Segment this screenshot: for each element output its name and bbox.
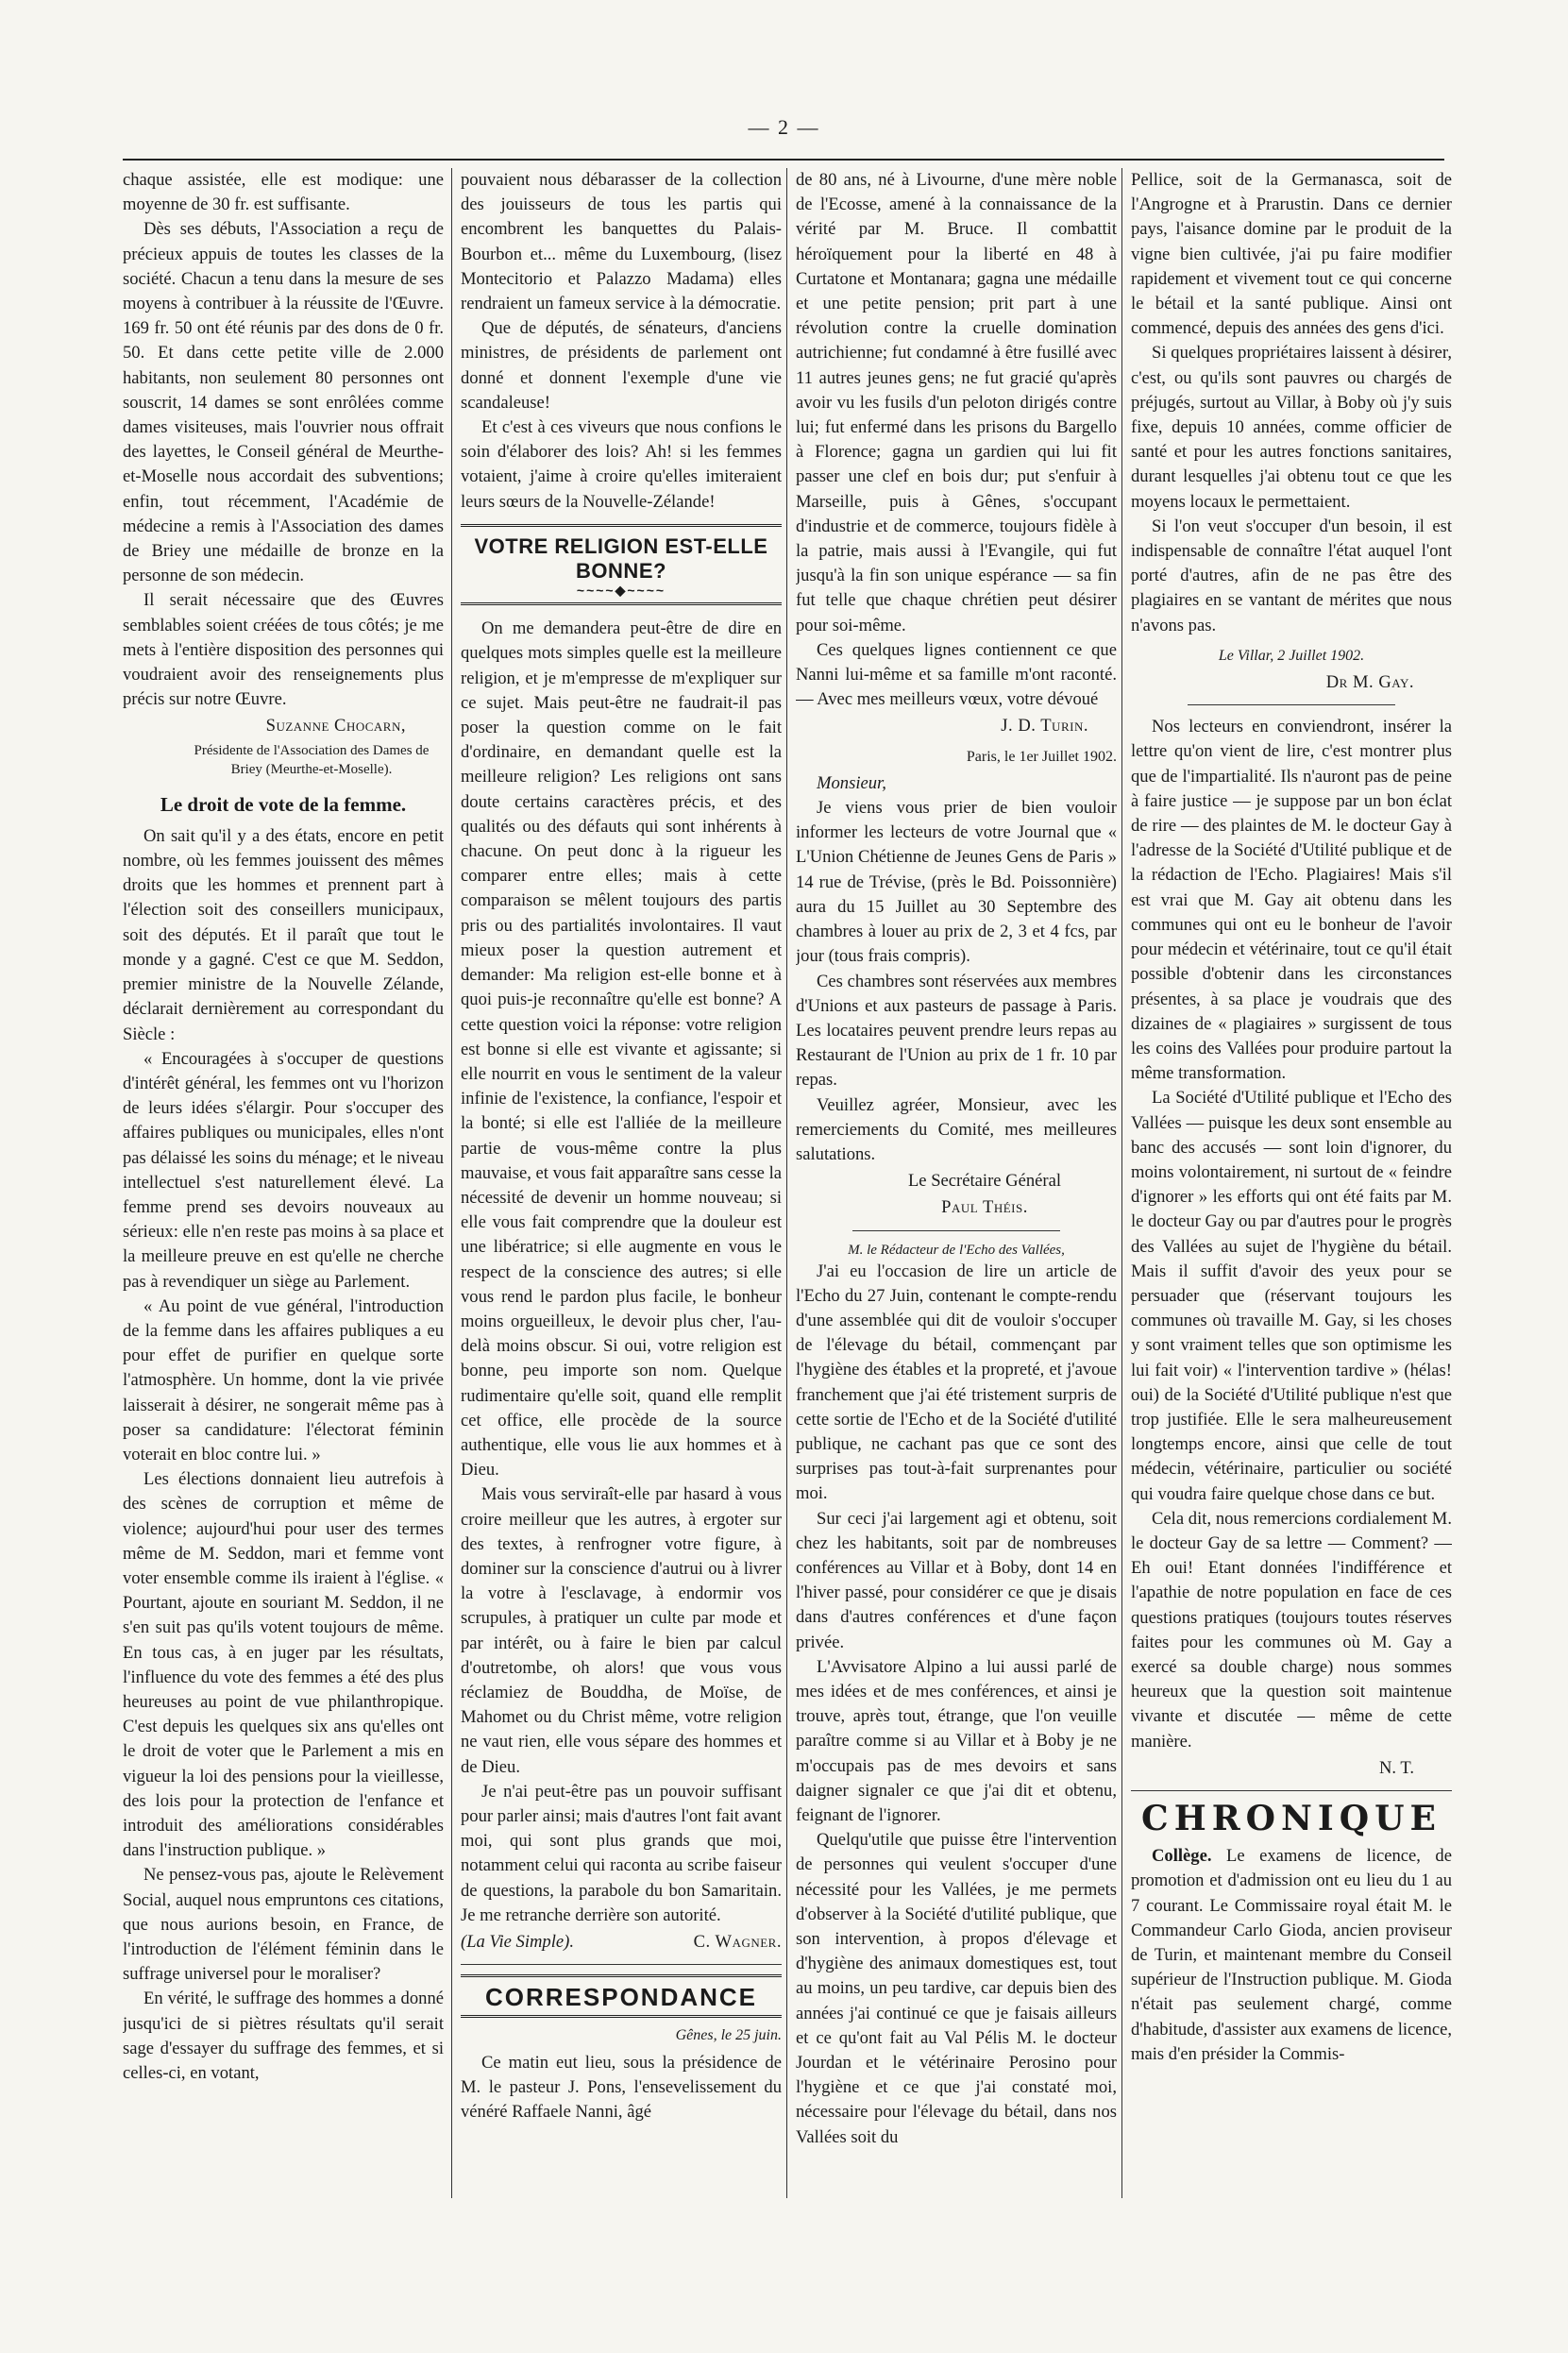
paragraph: Si l'on veut s'occuper d'un besoin, il est indispensable de connaître l'état auquel l'ont porté d'autres, afin de ne pas être des plagiaires en se vantant de mérites que nous n'avons pas. bbox=[1131, 516, 1452, 635]
paragraph: « Au point de vue général, l'introduction de la femme dans les affaires publiques a eu pour effet de purifier en quelque sorte l'atmosphère. Un homme, dont la vie privée laisserait à désirer, ne songerait même pas à poser sa candidature: l'électorat féminin voterait en bloc contre lui. » bbox=[123, 1295, 444, 1464]
article-heading: Le droit de vote de la femme. bbox=[160, 792, 407, 816]
paragraph: En vérité, le suffrage des hommes a donné jusqu'ici de si piètres résultats qu'il serait sage d'essayer du suffrage des femmes, et si celles-ci, en votant, bbox=[123, 1989, 444, 2084]
paragraph: Il serait nécessaire que des Œuvres semblables soient créées de tous côtés; je me mets à l'entière disposition des personnes qui voudraient avoir des renseignements plus précis sur notre Œuvre. bbox=[123, 590, 444, 710]
paragraph: Mais vous serviraît-elle par hasard à vous croire meilleur que les autres, à ergoter sur des textes, à renfrogner votre figure, à dominer sur la conscience d'autrui ou à livrer la votre à l'esclavage, à endormir vos scrupules, à pratiquer un culte par mode et par intérêt, ou à faire le bien par calcul d'outretombe, oh alors! que vous vous réclamiez de Bouddha, de Moïse, de Mahomet ou du Christ même, votre religion ne vaut rien, elle vous sépare des hommes et de Dieu. bbox=[461, 1484, 782, 1777]
paragraph: L'Avvisatore Alpino a lui aussi parlé de mes idées et de mes conférences, et ainsi je trouve, après tout, étrange, que l'on veuille paraître comme si au Villar et à Boby je ne m'occupais pas de mes devoirs et sans daigner signaler ce que j'ai dit et obtenu, feignant de l'ignorer. bbox=[796, 1656, 1117, 1825]
page-number: — 2 — bbox=[748, 115, 820, 139]
source-line bbox=[461, 1930, 782, 1955]
divider bbox=[461, 1964, 782, 1965]
paragraph: Si quelques propriétaires laissent à désirer, c'est, ou qu'ils sont pauvres ou chargés de préjugés, surtout au Villar, à Boby où j'y suis fixe, depuis 10 années, comme officier de santé et pour les autres fonctions sanitaires, durant lesquelles j'ai obtenu tout ce que les moyens locaux le permettaient. bbox=[1131, 343, 1452, 512]
signature-name: Suzanne Chocarn, bbox=[265, 716, 406, 736]
paragraph: Je viens vous prier de bien vouloir informer les lecteurs de votre Journal que « L'Union Chétienne de Jeunes Gens de Paris » 14 rue de Trévise, (près le Bd. Poissonnière) aura du 15 Juillet au 30 Septembre des chambres à louer au prix de 2, 3 et 4 fcs, par jour (tous frais compris). bbox=[796, 798, 1117, 967]
divider bbox=[852, 1230, 1060, 1231]
column-1 bbox=[123, 168, 444, 2245]
section-title-box bbox=[461, 524, 782, 605]
paragraph: Sur ceci j'ai largement agi et obtenu, soit chez les habitants, soit par de nombreuses conférences au Villar et à Boby, dont 14 en l'hiver passé, pour considérer ce que je disais dans d'autres conférences et d'une façon privée. bbox=[796, 1508, 1117, 1652]
column-4 bbox=[1131, 168, 1452, 2245]
paragraph: Les élections donnaient lieu autrefois à des scènes de corruption et même de violence; aujourd'hui pour user des termes même de M. Seddon, mari et femme vont voter ensemble comme ils iraient à l'église. « Pourtant, ajoute en souriant M. Seddon, il ne s'en suit pas qu'ils votent toujours de même. En tous cas, à en juger par les résultats, l'influence du vote des femmes a été des plus heureuses au point de vue philanthropique. C'est depuis les quelques six ans qu'elles ont le droit de voter que le Parlement a mis en vigueur la loi des pensions pour la vieillesse, des lois pour la protection de l'enfance et introduit des améliorations considérables dans l'instruction publique. » bbox=[123, 1469, 444, 1861]
paragraph: Ne pensez-vous pas, ajoute le Relèvement Social, auquel nous empruntons ces citations, que nous aurions besoin, en France, de l'introduction de l'élément féminin dans le suffrage universel pour le moraliser? bbox=[123, 1865, 444, 1985]
paragraph: de 80 ans, né à Livourne, d'une mère noble de l'Ecosse, amené à la connaissance de la vérité par M. Bruce. Il combattit héroïquement pour la liberté en 48 à Curtatone et Montanara; gagna une médaille et une petite pension; prit part à une révolution contre la cruelle domination autrichienne; fut condamné à être fusillé avec 11 autres jeunes gens; ne fut gracié qu'après avoir vu les fusils d'un peloton dirigés contre lui; fut enfermé dans les prisons du Bargello à Florence; gagna un gardien qui lui fit passer une clef en bois dur; put s'enfuir à Marseille, puis à Gênes, s'occupant d'industrie et de commerce, toujours fidèle à la patrie, mais aussi à l'Evangile, qui fut jusqu'à la fin son unique espérance — sa fin fut telle que chaque chrétien peut désirer pour soi-même. bbox=[796, 170, 1117, 635]
dateline: Le Villar, 2 Juillet 1902. bbox=[1218, 647, 1365, 664]
initials: N. T. bbox=[1378, 1757, 1414, 1778]
section-title: CHRONIQUE bbox=[1141, 1799, 1442, 1838]
signature-title: Présidente de l'Association des Dames de Briey (Meurthe-et-Moselle). bbox=[194, 742, 430, 777]
column-3 bbox=[796, 168, 1117, 2245]
column-2 bbox=[461, 168, 782, 2245]
paragraph: Ce matin eut lieu, sous la présidence de M. le pasteur J. Pons, l'ensevelissement du vénéré Raffaele Nanni, âgé bbox=[461, 2052, 782, 2123]
signature-name: Paul Théis. bbox=[941, 1197, 1028, 1218]
signature: Dr M. Gay. bbox=[1325, 672, 1414, 693]
section-title: CORRESPONDANCE bbox=[484, 1983, 758, 2012]
paragraph: Je n'ai peut-être pas un pouvoir suffisant pour parler ainsi; mais d'autres l'ont fait avant moi, qui sont plus grands que moi, notamment celui qui raconta au scribe faiseur de questions, la parabole du bon Samaritain. Je me retranche derrière son autorité. bbox=[461, 1781, 782, 1925]
paragraph: Ces chambres sont réservées aux membres d'Unions et aux pasteurs de passage à Paris. Les locataires peuvent prendre leurs repas au Restaurant de l'Union au prix de 1 fr. 10 par repas. bbox=[796, 971, 1117, 1091]
divider bbox=[1131, 1790, 1452, 1791]
dateline: Gênes, le 25 juin. bbox=[675, 2027, 782, 2044]
section-title: VOTRE RELIGION EST-ELLE BONNE? bbox=[474, 533, 768, 584]
paragraph: Ces quelques lignes contiennent ce que Nanni lui-même et sa famille m'ont raconté. — Avec mes meilleurs vœux, votre dévoué bbox=[796, 639, 1117, 710]
paragraph: pouvaient nous débarasser de la collection des jouisseurs de tous les partis qui encombrent les banquettes du Palais-Bourbon et... même du Luxembourg, (lisez Montecitorio et Palazzo Madama) elles rendraient un fameux service à la démocratie. bbox=[461, 170, 782, 314]
columns bbox=[123, 168, 1452, 2245]
paragraph: Veuillez agréer, Monsieur, avec les remerciements du Comité, mes meilleures salutations. bbox=[796, 1094, 1117, 1164]
paragraph: La Société d'Utilité publique et l'Echo des Vallées — puisque les deux sont ensemble au banc des accusés — sont loin d'ignorer, du moins volontairement, ni surtout de « feindre d'ignorer » les efforts qui ont été faits par M. le docteur Gay ou par d'autres pour le progrès des Vallées au sujet de l'hygiène du bétail. Mais il suffit d'avoir des yeux pour se persuader que (réservant toujours les communes où travaille M. Gay, si les choses y sont vraiment telles que son optimisme les lui fait voir) « l'intervention tardive » (hélas! oui) de la Société d'Utilité publique n'est que trop justifiée. Elle le sera malheureusement longtemps encore, ainsi que celle de tout médecin, vétérinaire, particulier ou société qui voudra faire quelque chose dans ce but. bbox=[1131, 1088, 1452, 1504]
paragraph: J'ai eu l'occasion de lire un article de l'Echo du 27 Juin, contenant le compte-rendu d'une assemblée qui dit de vouloir s'occuper de l'élevage du bétail, commençant par l'hygiène des étables et la propreté, et j'avoue franchement que j'ai été tristement surpris de cette sortie de l'Echo et de la Société d'utilité publique, ne cachant pas que ce sont des surprises pas tout-à-fait surprenantes pour moi. bbox=[796, 1261, 1117, 1504]
signature-title: Le Secrétaire Général bbox=[907, 1171, 1062, 1192]
paragraph: On sait qu'il y a des états, encore en petit nombre, où les femmes jouissent des mêmes droits que les hommes et prennent part à l'élection soit des conseillers municipaux, soit des députés. Et il paraît que tout le monde y a gagné. C'est ce que M. Seddon, premier ministre de la Nouvelle Zélande, déclarait dernièrement au correspondant du Siècle : bbox=[123, 825, 444, 1044]
paragraph-body: Le examens de licence, de promotion et d'admission ont eu lieu du 1 au 7 courant. Le Commissaire royal était M. le Commandeur Carlo Gioda, ancien proviseur de Turin, et maintenant membre du Conseil supérieur de l'Instruction publique. M. Gioda n'était pas seulement chargé, comme d'habitude, d'assister aux examens de licence, mais d'en présider la Commis- bbox=[1131, 1846, 1452, 2064]
divider bbox=[1188, 704, 1395, 705]
section-title-box bbox=[461, 1974, 782, 2018]
paragraph: Que de députés, de sénateurs, d'anciens ministres, de présidents de parlement ont donné et donnent l'exemple d'une vie scandaleuse! bbox=[461, 318, 782, 413]
column-separator bbox=[1121, 168, 1122, 2198]
column-separator bbox=[786, 168, 787, 2198]
paragraph: Et c'est à ces viveurs que nous confions le soin d'élaborer des lois? Ah! si les femmes votaient, j'aime à croire qu'elles imiteraient leurs sœurs de la Nouvelle-Zélande! bbox=[461, 417, 782, 512]
paragraph: On me demandera peut-être de dire en quelques mots simples quelle est la meilleure religion, et je m'empresse de m'expliquer sur ce sujet. Mais peut-être ne faudrait-il pas poser la question comme on le fait d'ordinaire, en demandant quelle est la meilleure religion? Les religions ont sans doute certains caractères précis, et des qualités ou des défauts qui sont inhérents à chacune. On peut donc à la rigueur les comparer entre elles; mais à cette comparaison se mêlent toujours des partis pris ou des partialités involontaires. Il vaut mieux poser la question autrement et demander: Ma religion est-elle bonne et à quoi puis-je reconnaître qu'elle est bonne? A cette question voici la réponse: votre religion est bonne si elle est vivante et agissante; si elle nourrit en vous le sentiment de la valeur infinie de l'existence, la confiance, l'espoir et la bonté; si elle est l'alliée de la meilleure partie de vous-même contre la plus mauvaise, et vous fait apparaître sans cesse la nécessité de devenir un homme nouveau; si elle vous fait comprendre que la douleur est une libératrice; si elle augmente en vous le respect de la conscience des autres; si elle vous rend le pardon plus facile, le bonheur moins orgueilleux, le devoir plus cher, l'au-delà moins obscur. Si oui, votre religion est bonne, peu importe son nom. Quelque rudimentaire qu'elle soit, quand elle remplit cet office, elle procède de la source authentique, elle vous lie aux hommes et à Dieu. bbox=[461, 618, 782, 1481]
lead-in: Collège. bbox=[1152, 1846, 1212, 1867]
paragraph: Nos lecteurs en conviendront, insérer la lettre qu'on vient de lire, c'est montrer plus que de l'impartialité. Ils n'auront pas de peine à faire justice — je suppose par un bon éclat de rire — des plaintes de M. le docteur Gay à l'adresse de la Société d'Utilité publique et de la rédaction de l'Echo. Plagiaires! Mais s'il est vrai que M. Gay ait obtenu dans les communes qui ont eu le bonheur de l'avoir pour médecin et vétérinaire, tout ce qu'il était possible d'obtenir dans les circonstances présentes, à sa place je voudrais que des dizaines de « plagiaires » surgissent de tous les coins des Vallées pour produire partout la même transformation. bbox=[1131, 717, 1452, 1084]
address-line: M. le Rédacteur de l'Echo des Vallées, bbox=[848, 1242, 1065, 1258]
dateline: Paris, le 1er Juillet 1902. bbox=[966, 748, 1117, 765]
author: C. Wagner. bbox=[693, 1932, 782, 1953]
top-rule bbox=[123, 159, 1444, 161]
paragraph: Quelqu'utile que puisse être l'intervention de personnes qui veulent s'occuper d'une nécessité pour les Vallées, je me permets d'observer à la Société d'utilité publique, que son intervention, à propos d'élevage et d'hygiène des animaux domestiques est, tout au moins, un peu tardive, car depuis bien des années j'ai continué ce que je faisais ailleurs et ce qu'ont fait au Val Pélis M. le docteur Jourdan et le vétérinaire Perosino pour l'hygiène et ce que j'ai constaté moi, nécessaire pour l'élevage du bétail, dans nos Vallées soit du bbox=[796, 1830, 1117, 2147]
paragraph: « Encouragées à s'occuper de questions d'intérêt général, les femmes ont vu l'horizon de leurs idées s'élargir. Pour s'occuper des affaires publiques ou municipales, elles n'ont pas délaissé les soins du ménage; et le niveau intellectuel s'est naturellement élevé. La femme prend ses devoirs nouveaux au sérieux: elle n'en reste pas moins à sa place et la meilleure preuve en est qu'elle ne cherche pas à revendiquer un siège au Parlement. bbox=[123, 1048, 444, 1292]
paragraph: Cela dit, nous remercions cordialement M. le docteur Gay de sa lettre — Comment? — Eh oui! Etant données l'indifférence et l'apathie de notre population en face de ces questions pratiques (toujours toutes réserves faites pour les communes où M. Gay a exercé sa double charge) nous sommes heureux que la question soit maintenue vivante et discutée — même de cette manière. bbox=[1131, 1508, 1452, 1752]
paragraph: Dès ses débuts, l'Association a reçu de précieux appuis de toutes les classes de la société. Chacun a tenu dans la mesure de ses moyens à contribuer à la réussite de l'Œuvre. 169 fr. 50 ont été réunis par des dons de 0 fr. 50. Et dans cette petite ville de 2.000 habitants, non seulement 80 personnes ont souscrit, 14 dames se sont enrôlées comme dames visiteuses, mais l'ouvrier nous offrait des layettes, le Conseil général de Meurthe-et-Moselle nous accordait des subventions; enfin, tout récemment, l'Académie de médecine a remis à l'Association des dames de Briey une médaille de bronze en la personne de son médecin. bbox=[123, 219, 444, 586]
source: (La Vie Simple). bbox=[461, 1932, 574, 1953]
paragraph bbox=[1131, 1844, 1452, 2067]
signature: J. D. Turin. bbox=[1001, 716, 1088, 736]
column-separator bbox=[451, 168, 452, 2198]
ornament-icon: ~~~~◆~~~~ bbox=[576, 583, 666, 599]
salutation: Monsieur, bbox=[817, 772, 886, 793]
paragraph: Pellice, soit de la Germanasca, soit de l'Angrogne et à Prarustin. Dans ce dernier pays, l'aisance domine par le produit de la vigne bien cultivée, j'ai pu faire modifier rapidement et vivement tout ce qui concerne le bétail et la santé publique. Ainsi ont commencé, depuis des années des gens d'ici. bbox=[1131, 170, 1452, 339]
paragraph: chaque assistée, elle est modique: une moyenne de 30 fr. est suffisante. bbox=[123, 170, 444, 215]
